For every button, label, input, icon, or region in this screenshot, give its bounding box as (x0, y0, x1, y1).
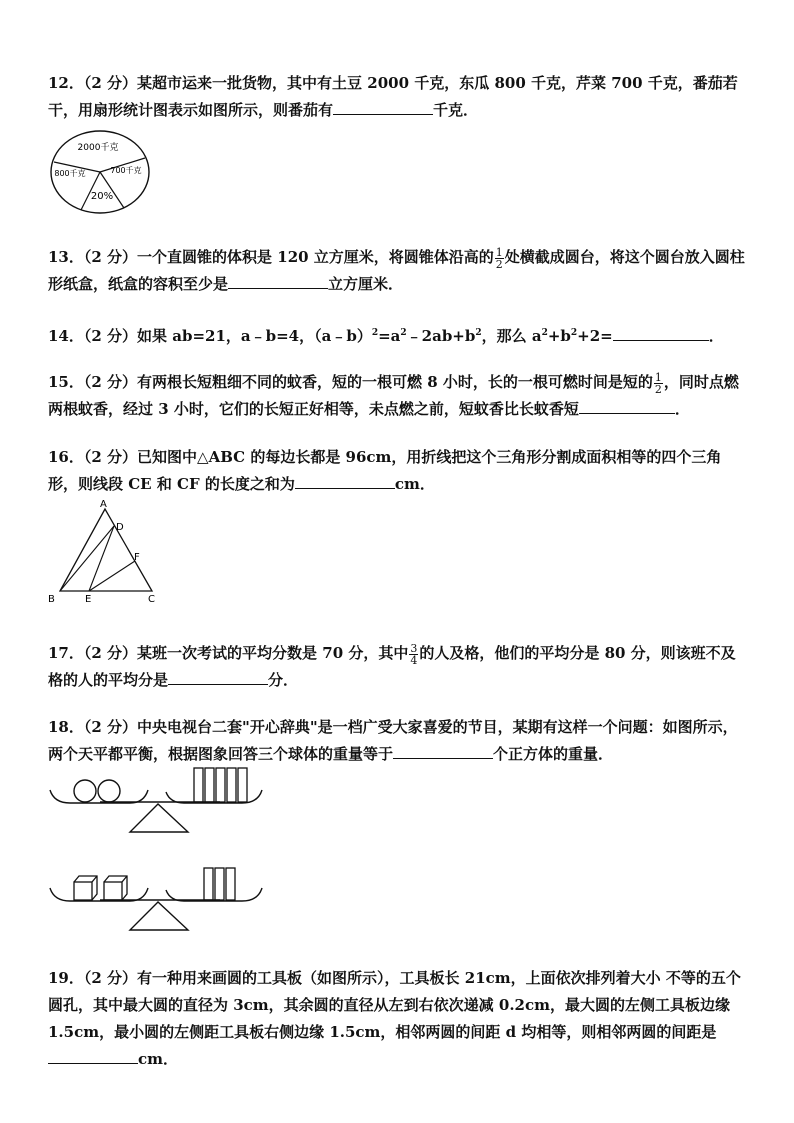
pie-label-700: 700千克 (110, 166, 142, 175)
question-19-suffix: cm． (138, 1050, 179, 1068)
exponent: 2 (400, 328, 407, 338)
pie-label-percent: 20% (90, 191, 114, 202)
question-14-text: =a (378, 327, 401, 345)
question-15-suffix: ． (674, 400, 690, 418)
cylinder (204, 868, 213, 900)
vertex-label-a: A (100, 499, 107, 510)
cylinder (216, 768, 225, 802)
scale-pan-left (50, 888, 148, 901)
answer-blank-13[interactable] (228, 274, 328, 289)
answer-blank-16[interactable] (295, 474, 395, 489)
question-17-text: 17．（2 分）某班一次考试的平均分数是 70 分，其中 (48, 644, 409, 662)
exponent: 2 (570, 328, 578, 338)
fold-line-ef (89, 561, 135, 591)
vertex-label-c: C (148, 594, 155, 605)
cylinder (205, 768, 214, 802)
question-15-text-2: ，同时点燃两根蚊香，经过 3 小时，它们的长短正好相等，未点燃之前，短蚊香比长蚊香短 (48, 373, 739, 418)
pie-label-2000: 2000千克 (77, 143, 119, 153)
question-13-text-2: 处横截成圆台，将这个圆台放入圆柱形纸盒，纸盒的容积至少是 (48, 248, 745, 293)
fraction-numerator: 1 (495, 245, 503, 259)
question-14-text: ，那么 a (481, 327, 542, 345)
fraction (654, 372, 663, 395)
cylinder (238, 768, 247, 802)
scale-fulcrum (130, 902, 188, 930)
question-14-text: +2= (577, 327, 613, 345)
fold-line-bd (60, 526, 114, 591)
triangle-abc (60, 509, 152, 591)
cylinder (194, 768, 203, 802)
question-18 (48, 714, 748, 768)
answer-blank-18[interactable] (393, 744, 493, 759)
question-14-suffix: ． (708, 327, 724, 345)
fold-line-de (89, 526, 114, 591)
scale-pan-right (166, 888, 262, 901)
cylinder (226, 868, 235, 900)
answer-blank-15[interactable] (579, 399, 675, 414)
question-12 (48, 70, 748, 124)
fraction (409, 643, 418, 666)
vertex-label-f: F (134, 552, 140, 563)
cylinder (215, 868, 224, 900)
fraction-denominator: 2 (654, 382, 662, 396)
triangle-diagram (44, 496, 164, 606)
question-16-suffix: cm． (394, 475, 435, 493)
scale-fulcrum (130, 804, 188, 832)
exponent: 2 (371, 328, 379, 338)
fraction (495, 247, 504, 270)
answer-blank-12[interactable] (333, 100, 433, 115)
exponent: 2 (475, 328, 482, 338)
question-16 (48, 444, 748, 498)
question-15 (48, 369, 748, 423)
question-16-text: 16．（2 分）已知图中△ABC 的每边长都是 96cm，用折线把这个三角形分割成面积相等的四个三角形，则线段 CE 和 CF 的长度之和为 (48, 448, 722, 493)
vertex-label-b: B (48, 594, 55, 605)
question-12-suffix: 千克． (433, 101, 479, 119)
question-13 (48, 244, 748, 298)
question-18-suffix: 个正方体的重量． (493, 745, 614, 763)
question-13-suffix: 立方厘米． (328, 275, 404, 293)
question-14 (48, 320, 748, 350)
answer-blank-17[interactable] (168, 670, 268, 685)
fraction-denominator: 4 (410, 653, 418, 667)
fraction-denominator: 2 (495, 257, 503, 271)
question-14-text: 14．（2 分）如果 ab=21，a﹣b=4，（a﹣b） (48, 327, 372, 345)
cube (104, 876, 127, 900)
balance-scale-2 (46, 860, 268, 936)
question-17-suffix: 分． (268, 671, 299, 689)
vertex-label-e: E (85, 594, 92, 605)
cube (74, 876, 97, 900)
question-14-text: ﹣2ab+b (406, 327, 476, 345)
question-15-text: 15．（2 分）有两根长短粗细不同的蚊香，短的一根可燃 8 小时，长的一根可燃时间是短的 (48, 373, 653, 391)
exponent: 2 (541, 328, 548, 338)
question-19-text: 19．（2 分）有一种用来画圆的工具板（如图所示），工具板长 21cm，上面依次排列着大小 不等的五个圆孔，其中最大圆的直径为 3cm，其余圆的直径从左到右依次递减 0.2cm，最大圆的左侧工具板边缘 1.5cm，最小圆的左侧距工具板右侧边缘 1.5cm，相邻两圆的间距 d 均相等，则相邻两圆的间距是 (48, 969, 741, 1041)
answer-blank-19[interactable] (48, 1049, 138, 1064)
cylinder (227, 768, 236, 802)
answer-blank-14[interactable] (613, 326, 709, 341)
fraction-numerator: 3 (410, 641, 418, 655)
ball (98, 780, 120, 802)
pie-divider (100, 172, 124, 208)
question-18-text: 18．（2 分）中央电视台二套"开心辞典"是一档广受大家喜爱的节目，某期有这样一个问题：如图所示，两个天平都平衡，根据图象回答三个球体的重量等于 (48, 718, 738, 763)
pie-label-800: 800千克 (54, 169, 86, 178)
ball (74, 780, 96, 802)
vertex-label-d: D (116, 522, 124, 533)
question-13-text: 13．（2 分）一个直圆锥的体积是 120 立方厘米，将圆锥体沿高的 (48, 248, 494, 266)
fraction-numerator: 1 (654, 370, 662, 384)
question-17 (48, 640, 748, 694)
balance-scale-1 (46, 762, 268, 838)
question-14-text: +b (547, 327, 571, 345)
question-12-text: 12．（2 分）某超市运来一批货物，其中有土豆 2000 千克，东瓜 800 千克，芹菜 700 千克，番茄若干，用扇形统计图表示如图所示，则番茄有 (48, 74, 738, 119)
question-19 (48, 965, 748, 1073)
pie-chart (48, 128, 152, 216)
question-17-text-2: 的人及格，他们的平均分是 80 分，则该班不及格的人的平均分是 (48, 644, 736, 689)
